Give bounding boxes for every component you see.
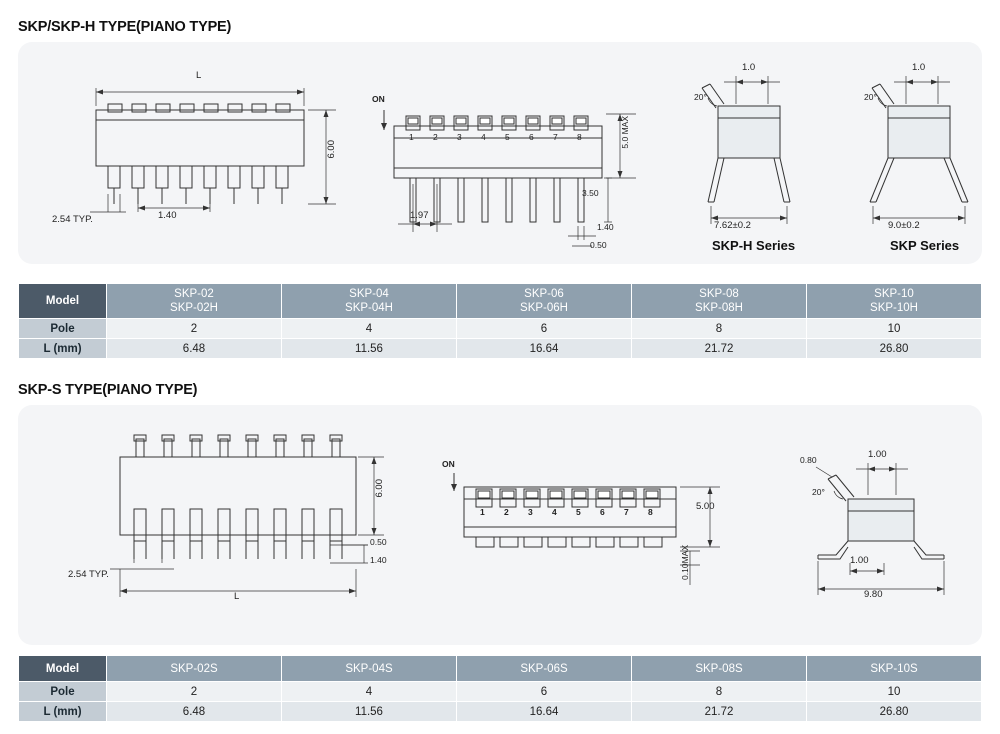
- series-label-skp: SKP Series: [890, 238, 960, 253]
- length-cell: 11.56: [282, 339, 457, 359]
- dim-height-label: 5.00: [696, 501, 715, 512]
- table-row-pole: [19, 319, 982, 339]
- length-cell: 16.64: [457, 702, 632, 722]
- switch-number: 4: [552, 507, 557, 517]
- row-header-model: Model: [19, 656, 107, 682]
- switch-number: 3: [457, 132, 462, 142]
- dim-span-label: 9.80: [864, 589, 883, 600]
- pole-cell: 8: [632, 682, 807, 702]
- model-cell: SKP-08 SKP-08H: [632, 284, 807, 319]
- dim-lead-thickness-label: 0.50: [370, 537, 387, 547]
- switch-number: 8: [577, 132, 582, 142]
- pole-cell: 10: [807, 319, 982, 339]
- front-view-drawing-skp-s: [68, 419, 408, 629]
- dim-lead-width-label: 1.40: [370, 555, 387, 565]
- table-row-model: [19, 284, 982, 319]
- dim-pin-pitch-label: 1.97: [410, 210, 429, 221]
- dim-span-label: 9.0±0.2: [888, 220, 920, 231]
- dim-height-label: 6.00: [374, 479, 385, 498]
- dim-pitch-label: 2.54 TYP.: [68, 569, 109, 580]
- profile-view-drawing-skp-s: [798, 443, 968, 613]
- section-title-skp: SKP/SKP-H TYPE(PIANO TYPE): [18, 19, 232, 35]
- switch-number: 7: [553, 132, 558, 142]
- length-cell: 11.56: [282, 702, 457, 722]
- model-cell: SKP-02 SKP-02H: [107, 284, 282, 319]
- dim-lead-label: 0.80: [800, 455, 817, 465]
- dim-angle-label: 20°: [864, 92, 877, 102]
- dim-top-label: 1.0: [742, 62, 756, 73]
- dim-height-label: 6.00: [326, 140, 337, 159]
- profile-view-skp: [848, 60, 998, 240]
- pole-cell: 6: [457, 319, 632, 339]
- switch-number: 3: [528, 507, 533, 517]
- switch-number: 5: [576, 507, 581, 517]
- dim-L-label: L: [196, 70, 202, 81]
- on-label: ON: [442, 459, 455, 469]
- dim-max-height-label: 5.0 MAX: [620, 116, 630, 149]
- switch-number: 2: [433, 132, 438, 142]
- profile-view-skp-h: [678, 60, 828, 240]
- drawing-panel-skp: [18, 42, 982, 264]
- top-view-drawing-skp-s: [438, 459, 738, 605]
- row-header-model: Model: [19, 284, 107, 319]
- model-cell: SKP-10 SKP-10H: [807, 284, 982, 319]
- spec-table-skp-s: [18, 655, 982, 722]
- switch-number: 1: [409, 132, 414, 142]
- model-cell: SKP-06 SKP-06H: [457, 284, 632, 319]
- model-cell: SKP-10S: [807, 656, 982, 682]
- pole-cell: 2: [107, 319, 282, 339]
- length-cell: 6.48: [107, 702, 282, 722]
- pole-cell: 4: [282, 682, 457, 702]
- dim-pitch-label: 2.54 TYP.: [52, 214, 93, 225]
- dim-width-label: 1.40: [158, 210, 177, 221]
- table-row-model: [19, 656, 982, 682]
- length-cell: 26.80: [807, 339, 982, 359]
- drawing-panel-skp-s: [18, 405, 982, 645]
- switch-number: 4: [481, 132, 486, 142]
- spec-table-skp: [18, 283, 982, 359]
- section-title-skp-s: SKP-S TYPE(PIANO TYPE): [18, 382, 198, 398]
- pole-cell: 2: [107, 682, 282, 702]
- switch-number: 5: [505, 132, 510, 142]
- model-cell: SKP-08S: [632, 656, 807, 682]
- dim-seat-label: 3.50: [582, 188, 599, 198]
- switch-number: 1: [480, 507, 485, 517]
- dim-angle-label: 20°: [812, 487, 825, 497]
- switch-number: 7: [624, 507, 629, 517]
- length-cell: 21.72: [632, 702, 807, 722]
- dim-top-label: 1.0: [912, 62, 926, 73]
- side-view-drawing-skp: [368, 64, 648, 254]
- model-cell: SKP-06S: [457, 656, 632, 682]
- row-header-length: L (mm): [19, 702, 107, 722]
- table-row-pole: [19, 682, 982, 702]
- model-cell: SKP-04S: [282, 656, 457, 682]
- pole-cell: 4: [282, 319, 457, 339]
- dim-lead-thickness-label: 0.50: [590, 240, 607, 250]
- dim-angle-label: 20°: [694, 92, 707, 102]
- length-cell: 16.64: [457, 339, 632, 359]
- dim-coplanarity-label: 0.10MAX: [680, 545, 690, 580]
- table-row-length: [19, 702, 982, 722]
- dim-inner-label: 1.00: [850, 555, 869, 566]
- switch-number: 8: [648, 507, 653, 517]
- on-label: ON: [372, 94, 385, 104]
- model-cell: SKP-04 SKP-04H: [282, 284, 457, 319]
- front-view-drawing-skp: [52, 62, 348, 252]
- length-cell: 21.72: [632, 339, 807, 359]
- length-cell: 26.80: [807, 702, 982, 722]
- table-row-length: [19, 339, 982, 359]
- dim-span-label: 7.62±0.2: [714, 220, 751, 231]
- pole-cell: 6: [457, 682, 632, 702]
- row-header-length: L (mm): [19, 339, 107, 359]
- dim-L-label: L: [234, 591, 240, 602]
- pole-cell: 8: [632, 319, 807, 339]
- dim-lead-width-label: 1.40: [597, 222, 614, 232]
- switch-number: 2: [504, 507, 509, 517]
- row-header-pole: Pole: [19, 682, 107, 702]
- switch-number: 6: [600, 507, 605, 517]
- pole-cell: 10: [807, 682, 982, 702]
- switch-number: 6: [529, 132, 534, 142]
- length-cell: 6.48: [107, 339, 282, 359]
- dim-top-label: 1.00: [868, 449, 887, 460]
- row-header-pole: Pole: [19, 319, 107, 339]
- model-cell: SKP-02S: [107, 656, 282, 682]
- series-label-skp-h: SKP-H Series: [712, 238, 796, 253]
